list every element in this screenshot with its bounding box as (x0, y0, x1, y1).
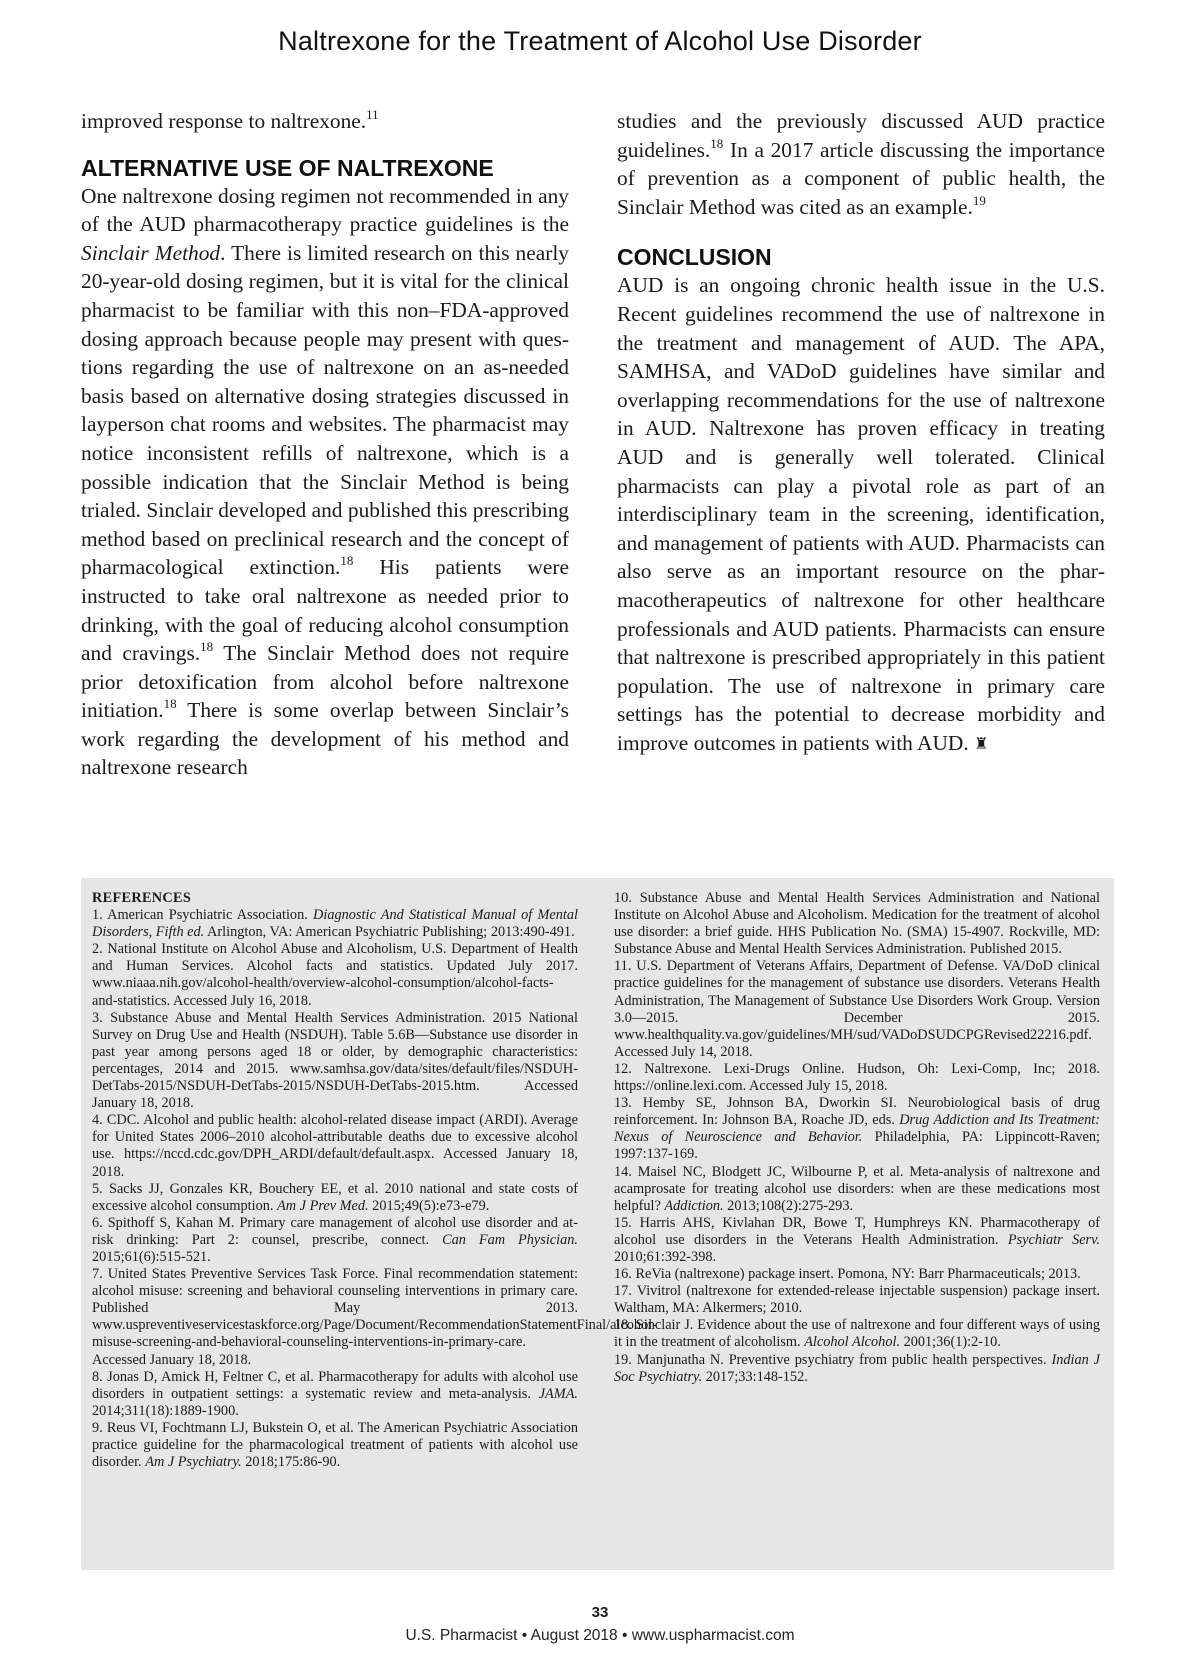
intro-paragraph: improved response to naltrexone.$^{11}$ (81, 107, 379, 133)
page-number: 33 (591, 1604, 609, 1621)
reference-item: 7. United States Preventive Services Task Force. Final recommendation statement: alcohol misuse: screening and behavioral counseling interventions in primary care. Published May 2013. www.uspreventiveservicestaskforce.org/Page/Document/RecommendationStatementFinal/alcohol-misuse-screening-and-behavioral-counseling-interventions-in-primary-care. Accessed January 18, 2018. (92, 1266, 657, 1368)
citation: 18 (710, 135, 724, 151)
end-of-article-icon: ♜ (974, 735, 989, 753)
reference-item: 15. Harris AHS, Kivlahan DR, Bowe T, Humphreys KN. Pharmacotherapy of alcohol use disorders in the Veterans Health Administration. Psychiatr Serv. 2010;61:392-398. (614, 1214, 1100, 1265)
section-heading-alternative-use: ALTERNATIVE USE OF NALTREXONE (81, 154, 494, 181)
left-column (81, 107, 569, 782)
reference-item: 1. American Psychiatric Association. Diagnostic And Statistical Manual of Mental Disorders, Fifth ed. Arlington, VA: American Psychiatric Publishing; 2013:490-491. (92, 907, 578, 941)
reference-item: 19. Manjunatha N. Preventive psychiatry from public health perspectives. Indian J Soc Psychiatry. 2017;33:148-152. (614, 1351, 1100, 1385)
reference-item: 12. Naltrexone. Lexi-Drugs Online. Hudson, Oh: Lexi-Comp, Inc; 2018. https://online.lexi.com. Accessed July 15, 2018. (614, 1060, 1100, 1095)
continuation-paragraph: studies and the previously discussed AUD practice guidelines.$^{18}$ In a 2017 article discussing the importance of prevention as a component of public health, the Sinclair Method was cited as an example.$^{19}$ (617, 109, 1105, 219)
reference-item: 9. Reus VI, Fochtmann LJ, Bukstein O, et al. The American Psychiatric Association practice guideline for the pharmacological treatment of patients with alcohol use disorder. Am J Psychiatry. 2018;175:86-90. (92, 1419, 578, 1471)
reference-item: 2. National Institute on Alcohol Abuse and Alcoholism, U.S. Department of Health and Human Services. Alcohol facts and statistics. Updated July 2017. www.niaaa.nih.gov/alcohol-health/overview-alcohol-consumption/alcohol-facts-and-statistics. Accessed July 16, 2018. (92, 941, 578, 1009)
reference-item: 3. Substance Abuse and Mental Health Services Administration. 2015 National Survey on Drug Use and Health (NSDUH). Table 5.6B—Substance use disorder in past year among persons aged 18 or older, by demographic characteristics: percentages, 2014 and 2015. www.samhsa.gov/data/sites/default/files/NSDUH-DetTabs-2015/NSDUH-DetTabs-2015/NSDUH-DetTabs-2015.htm. Accessed January 18, 2018. (92, 1009, 578, 1112)
references-column-right (614, 890, 1100, 1386)
reference-item: 16. ReVia (naltrexone) package insert. Pomona, NY: Barr Pharmaceuticals; 2013. (614, 1266, 1081, 1283)
reference-item: 17. Vivitrol (naltrexone for extended-release injectable suspension) package insert. Waltham, MA: Alkermers; 2010. (614, 1283, 1100, 1317)
section-heading-conclusion: CONCLUSION (617, 244, 772, 271)
reference-item: 4. CDC. Alcohol and public health: alcohol-related disease impact (ARDI). Average for United States 2006–2010 alcohol-attributable deaths due to excessive alcohol use. https://nccd.cdc.gov/DPH_ARDI/default/default.aspx. Accessed January 18, 2018. (92, 1112, 578, 1180)
citation: 19 (972, 192, 986, 208)
citation: 18 (200, 639, 214, 655)
alternative-use-paragraph: One naltrexone dosing regimen not recommended in any of the AUD pharmacotherapy practice guidelines is the Sinclair Method. There is limited research on this nearly 20-year-old dosing regimen, but it is vital for the clinical pharmacist to be familiar with this non–FDA-approved dosing approach because people may present with questions regarding the use of naltrexone on an as-needed basis based on alternative dosing strategies discussed in layperson chat rooms and websites. The pharmacist may notice inconsistent refills of naltrexone, which is a possible indication that the Sinclair Method is being trialed. Sinclair developed and published this prescribing method based on preclinical research and the concept of pharmacological extinction.$^{18}$ His patients were instructed to take oral naltrexone as needed prior to drinking, with the goal of reducing alcohol consumption and cravings.$^{18}$ The Sinclair Method does not require prior detoxification from alcohol before naltrexone initiation.$^{18}$ There is some overlap between Sinclair’s work regarding the development of his method and naltrexone research (81, 183, 569, 780)
conclusion-paragraph: AUD is an ongoing chronic health issue in the U.S. Recent guidelines recommend the use of naltrexone in the treatment and management of AUD. The APA, SAMHSA, and VADoD guidelines have similar and overlapping recommendations for the use of naltrexone in AUD. Naltrexone has proven efficacy in treating AUD and is generally well tolerated. Clinical pharmacists can play a pivotal role as part of an interdisciplinary team in the screening, identification, and management of patients with AUD. Pharmacists can also serve as an important resource on the pharmacotherapeutics of naltrexone for other healthcare professionals and AUD patients. Pharmacists can ensure that naltrexone is prescribed appropriately in this patient population. The use of naltrexone in primary care settings has the potential to decrease morbidity and improve outcomes in patients with AUD. ♜ (617, 273, 1105, 755)
references-column-left (92, 890, 657, 1471)
running-head-title: Naltrexone for the Treatment of Alcohol Use Disorder (278, 26, 922, 56)
citation: 18 (340, 553, 354, 569)
references-box (81, 878, 1114, 1570)
citation: 18 (163, 696, 177, 712)
right-column (617, 107, 1105, 759)
reference-item: 10. Substance Abuse and Mental Health Services Administration and National Institute on Alcohol Abuse and Alcoholism. Medication for the treatment of alcohol use disorder: a brief guide. HHS Publication No. (SMA) 15-4907. Rockville, MD: Substance Abuse and Mental Health Services Administration. Published 2015. (614, 890, 1100, 958)
reference-item: 18. Sinclair J. Evidence about the use of naltrexone and four different ways of using it in the treatment of alcoholism. Alcohol Alcohol. 2001;36(1):2-10. (614, 1317, 1100, 1351)
reference-item: 11. U.S. Department of Veterans Affairs, Department of Defense. VA/DoD clinical practice guidelines for the management of substance use disorders. Veterans Health Administration, The Management of Substance Use Disorders Work Group. Version 3.0—2015. December 2015. www.healthquality.va.gov/guidelines/MH/sud/VADoDSUDCPGRevised22216.pdf. Accessed July 14, 2018. (614, 958, 1100, 1060)
publication-footer: U.S. Pharmacist • August 2018 • www.uspharmacist.com (405, 1627, 795, 1644)
reference-item: 6. Spithoff S, Kahan M. Primary care management of alcohol use disorder and at-risk drinking: Part 2: counsel, prescribe, connect. Can Fam Physician. 2015;61(6):515-521. (92, 1214, 578, 1265)
reference-item: 5. Sacks JJ, Gonzales KR, Bouchery EE, et al. 2010 national and state costs of excessive alcohol consumption. Am J Prev Med. 2015;49(5):e73-e79. (92, 1180, 578, 1214)
citation: 11 (366, 107, 379, 122)
references-title: REFERENCES (92, 890, 192, 906)
reference-item: 13. Hemby SE, Johnson BA, Dworkin SI. Neurobiological basis of drug reinforcement. In: Johnson BA, Roache JD, eds. Drug Addiction and Its Treatment: Nexus of Neuroscience and Behavior. Philadelphia, PA: Lippincott-Raven; 1997:137-169. (614, 1095, 1100, 1163)
reference-item: 8. Jonas D, Amick H, Feltner C, et al. Pharmacotherapy for adults with alcohol use disorders in outpatient settings: a systematic review and meta-analysis. JAMA. 2014;311(18):1889-1900. (92, 1368, 578, 1419)
reference-item: 14. Maisel NC, Blodgett JC, Wilbourne P, et al. Meta-analysis of naltrexone and acamprosate for treating alcohol use disorders: when are these medications most helpful? Addiction. 2013;108(2):275-293. (614, 1163, 1100, 1214)
